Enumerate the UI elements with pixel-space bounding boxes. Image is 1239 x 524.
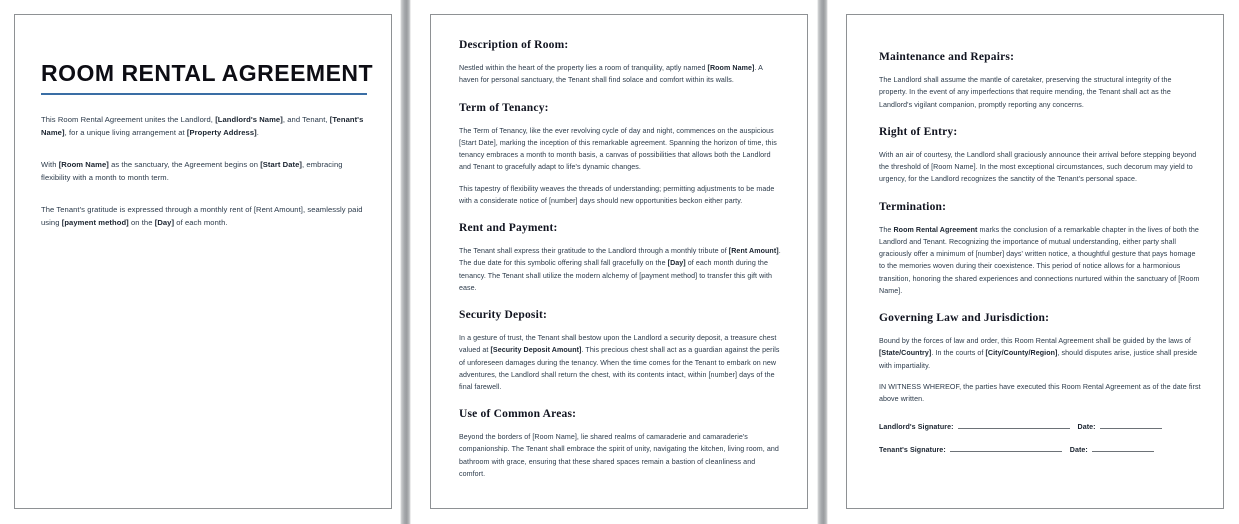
section-maintenance-and-repairs [879, 51, 1201, 111]
landlord-signature-label: Landlord's Signature: [879, 423, 954, 432]
section-paragraph [879, 335, 1201, 372]
intro-p3-part-a: The Tenant's gratitude is expressed through a monthly rent of [Rent Amount], seamlessly paid using [41, 205, 363, 227]
gov-part-e: , should disputes arise, justice shall preside with impartiality. [879, 349, 1198, 370]
intro-p2-part-c: as the sanctuary, the Agreement begins on [108, 160, 261, 170]
intro-paragraph-3 [41, 204, 367, 229]
room-name-placeholder: [Room Name] [707, 64, 755, 73]
document-page-3 [846, 14, 1224, 509]
section-description-of-room [459, 39, 783, 87]
gov-part-a: Bound by the forces of law and order, this Room Rental Agreement shall be guided by the laws of [879, 337, 1191, 346]
section-paragraph: The Term of Tenancy, like the ever revolving cycle of day and night, commences on the auspicious [Start Date], marking the inception of this remarkable agreement. Spanning the horizon of time, this tenancy embraces a month to month basis, a canvas of possibilities that allows both the Landlord and Tenant to gracefully adapt to life's dynamic changes. [459, 126, 777, 172]
start-date-placeholder: [Start Date] [260, 160, 303, 170]
signature-block [879, 420, 1201, 454]
page-title: ROOM RENTAL AGREEMENT [41, 60, 374, 86]
rent-amount-placeholder: [Rent Amount] [728, 247, 779, 256]
intro-p2-part-a: With [41, 160, 59, 170]
section-governing-law-and-jurisdiction [879, 312, 1201, 405]
intro-p2-part-e: , embracing flexibility with a month to month term. [41, 160, 343, 182]
section-heading: Security Deposit: [459, 308, 548, 321]
section-heading: Termination: [879, 200, 947, 213]
section-heading: Maintenance and Repairs: [879, 51, 1015, 63]
section-security-deposit [459, 309, 783, 393]
gov-part-c: . In the courts of [931, 349, 986, 358]
section-paragraph [459, 332, 783, 393]
day-placeholder: [Day] [154, 217, 175, 227]
tenant-name-placeholder: [Tenant's Name] [41, 115, 364, 137]
deposit-part-c: . This precious chest shall act as a guardian against the perils of unforeseen damages during the tenancy. When the time comes for the Tenant to embark on new adventures, the Landlord shall return the chest, with its contents intact, within [number] days of the final farewell. [459, 346, 780, 391]
intro-p1-part-c: , and Tenant, [282, 115, 330, 125]
intro-p1-part-e: , for a unique living arrangement at [64, 127, 187, 137]
intro-p3-part-c: on the [128, 217, 155, 227]
section-paragraph: This tapestry of flexibility weaves the threads of understanding; permitting adjustments to be made with a considerate notice of [number] days should new opportunities beckon either party. [459, 184, 775, 205]
rent-part-a: The Tenant shall express their gratitude to the Landlord through a monthly tribute of [459, 247, 729, 256]
page-3-content [847, 15, 1223, 508]
section-paragraph [879, 224, 1201, 297]
city-county-region-placeholder: [City/County/Region] [985, 349, 1058, 358]
desc-part-a: Nestled within the heart of the property lies a room of tranquility, aptly named [459, 64, 708, 73]
section-heading: Rent and Payment: [459, 221, 558, 234]
intro-paragraph-1 [41, 114, 367, 139]
section-heading: Term of Tenancy: [459, 101, 549, 114]
landlord-signature-row [879, 420, 1201, 431]
intro-p1-part-g: . [256, 127, 259, 137]
section-right-of-entry [879, 126, 1201, 186]
section-rent-and-payment [459, 222, 783, 294]
section-termination [879, 201, 1201, 297]
section-heading: Description of Room: [459, 39, 569, 51]
tenant-signature-line[interactable] [950, 443, 1062, 452]
section-heading: Governing Law and Jurisdiction: [879, 311, 1050, 324]
section-paragraph [459, 62, 783, 86]
tenant-signature-label: Tenant's Signature: [879, 446, 946, 455]
tenant-date-label: Date: [1069, 446, 1088, 455]
intro-paragraphs [41, 114, 367, 229]
document-page-1 [14, 14, 392, 509]
termination-part-a: The [879, 225, 894, 234]
rent-part-e: of each month during the tenancy. The Tenant shall utilize the modern alchemy of [payment method] to transfer this gift with ease. [459, 259, 773, 292]
section-heading: Use of Common Areas: [459, 408, 577, 421]
tenant-date-line[interactable] [1092, 443, 1154, 452]
deposit-part-a: In a gesture of trust, the Tenant shall bestow upon the Landlord a security deposit, a treasure chest valued at [459, 334, 777, 355]
section-term-of-tenancy [459, 102, 783, 207]
termination-part-c: marks the conclusion of a remarkable chapter in the lives of both the Landlord and Tenant. Recognizing the importance of mutual understanding, either party shall graciously offer a minimum of [number] days' written notice, a thoughtful gesture that pays homage to the memories woven during their coexistence. This period of notice allows for a harmonious transition, honoring the shared experiences and connections nurtured within the sanctuary of [Room Name]. [879, 225, 1200, 295]
section-paragraph: The Landlord shall assume the mantle of caretaker, preserving the structural integrity of the property. In the event of any imperfections that require mending, the Tenant shall act as the Landlord's vigilant companion, promptly reporting any concerns. [879, 76, 1172, 109]
page-gutter-separator-2 [817, 0, 828, 524]
security-deposit-amount-placeholder: [Security Deposit Amount] [490, 346, 582, 355]
payment-method-placeholder: [payment method] [61, 217, 129, 227]
page-2-content [431, 15, 807, 508]
tenant-signature-row [879, 443, 1201, 454]
section-paragraph [459, 245, 783, 294]
agreement-name-emphasis: Room Rental Agreement [893, 225, 978, 234]
page-1-content [15, 15, 391, 508]
intro-p1-part-a: This Room Rental Agreement unites the Landlord, [41, 115, 216, 125]
document-page-2 [430, 14, 808, 509]
room-name-placeholder: [Room Name] [58, 160, 109, 170]
desc-part-c: . A haven for personal sanctuary, the Tenant shall find solace and comfort within its walls. [459, 64, 763, 85]
page-gutter-separator-1 [400, 0, 411, 524]
section-paragraph: Beyond the borders of [Room Name], lie shared realms of camaraderie and camaraderie's companionship. The Tenant shall embrace the spirit of unity, navigating the kitchen, living room, and bathroom with grace, ensuring that these shared spaces remain a bastion of cleanliness and comfort. [459, 433, 779, 478]
rent-part-c: . The due date for this symbolic offering shall fall gracefully on the [459, 247, 781, 268]
intro-paragraph-2 [41, 159, 367, 184]
section-heading: Right of Entry: [879, 125, 958, 138]
intro-p3-part-e: of each month. [174, 217, 228, 227]
section-paragraph: With an air of courtesy, the Landlord shall graciously announce their arrival before stepping beyond the threshold of [Room Name]. In the most exceptional circumstances, such decorum may yield to urgency, for the Landlord recognizes the sanctity of the Tenant's personal space. [879, 151, 1197, 184]
section-use-of-common-areas [459, 408, 783, 480]
title-underline-rule [41, 93, 367, 95]
state-country-placeholder: [State/Country] [879, 349, 932, 358]
landlord-date-label: Date: [1077, 423, 1096, 432]
landlord-name-placeholder: [Landlord's Name] [215, 115, 283, 125]
day-placeholder: [Day] [667, 259, 686, 268]
landlord-date-line[interactable] [1100, 420, 1162, 429]
property-address-placeholder: [Property Address] [186, 127, 257, 137]
witness-clause-paragraph: IN WITNESS WHEREOF, the parties have executed this Room Rental Agreement as of the date first above written. [879, 382, 1201, 403]
landlord-signature-line[interactable] [958, 420, 1070, 429]
